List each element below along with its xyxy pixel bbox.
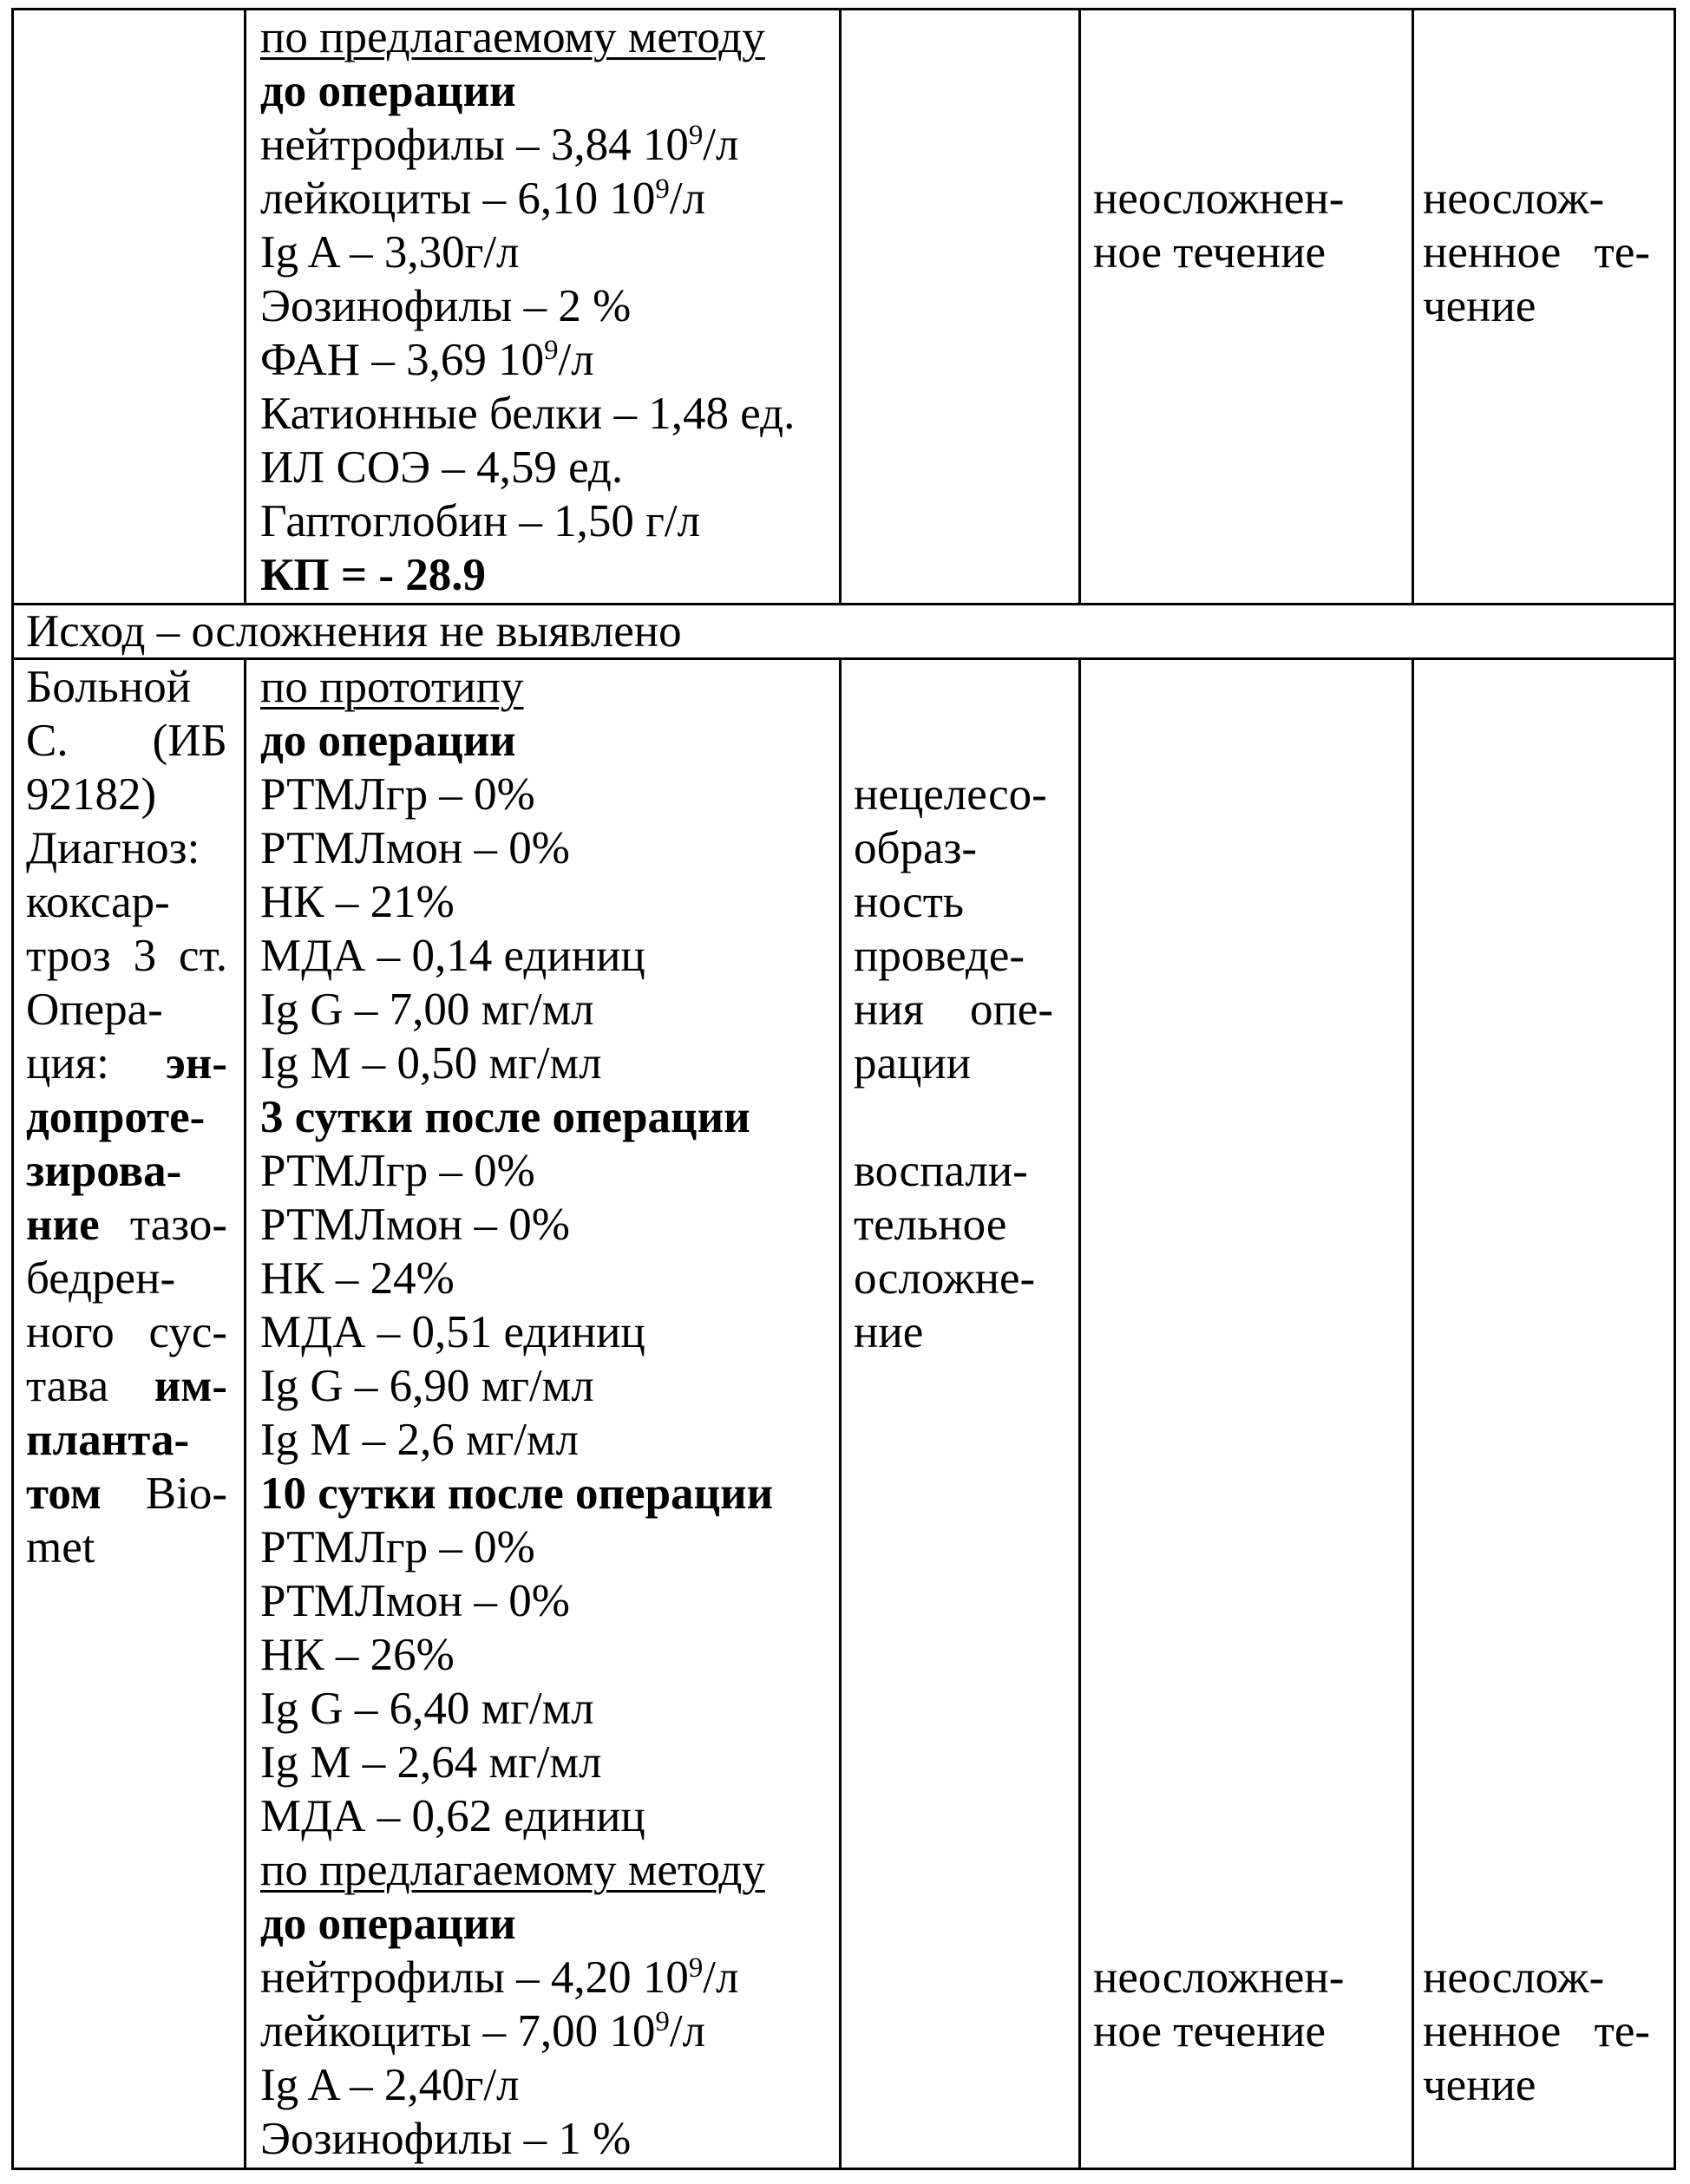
- text-line: [260, 1413, 833, 1467]
- line-text: Диагноз:: [26, 823, 200, 873]
- text-line: [260, 1198, 833, 1252]
- line-text: ное течение: [1093, 2006, 1326, 2056]
- text-line: [260, 1359, 833, 1413]
- column-divider: [839, 657, 842, 2170]
- text-line: [260, 1843, 833, 1897]
- text-line: [260, 333, 833, 387]
- line-text: по предлагаемому методу: [260, 12, 765, 62]
- line-text: ность: [854, 877, 964, 927]
- line-text: до операции: [260, 716, 516, 766]
- line-text: Гаптоглобин – 1,50 г/л: [260, 496, 700, 546]
- line-text: РТМЛгр – 0%: [260, 1146, 535, 1196]
- text-line: [26, 1036, 227, 1090]
- text-line: [26, 1090, 227, 1144]
- text-line: [1423, 2058, 1650, 2112]
- text-line: [26, 768, 227, 821]
- text-line: [26, 714, 227, 768]
- line-text: Опера-: [26, 984, 163, 1035]
- line-text: Ig G – 6,90 мг/мл: [260, 1361, 594, 1411]
- line-text: ненное те-: [1423, 227, 1650, 278]
- text-line: [26, 1305, 227, 1359]
- column-divider: [244, 8, 246, 605]
- text-line: [1423, 226, 1650, 279]
- text-line: [26, 1252, 227, 1305]
- line-text: 92182): [26, 769, 156, 820]
- line-text: воспали-: [854, 1146, 1028, 1196]
- text-line: [260, 1036, 833, 1090]
- column-divider: [1078, 657, 1081, 2170]
- text-line: [1423, 2004, 1650, 2058]
- column-divider: [244, 657, 246, 2170]
- line-text: /л: [670, 173, 705, 224]
- text-line: [1423, 172, 1650, 226]
- line-text: ное течение: [1093, 227, 1326, 278]
- line-text: ненное те-: [1423, 2006, 1650, 2056]
- line-text: тазо-: [100, 1200, 227, 1250]
- text-line: [260, 172, 833, 226]
- line-text: образ-: [854, 823, 977, 873]
- text-line: [854, 929, 1053, 983]
- line-text: Катионные белки – 1,48 ед.: [260, 389, 795, 439]
- text-line: [26, 1520, 227, 1574]
- line-text: Эозинофилы – 2 %: [260, 281, 631, 331]
- line-text: коксар-: [26, 877, 170, 927]
- line-text: тава: [26, 1361, 154, 1411]
- text-line: [26, 1198, 227, 1252]
- line-text: РТМЛгр – 0%: [260, 769, 535, 820]
- line-text: нейтрофилы – 4,20 10: [260, 1952, 689, 2003]
- text-line: [260, 10, 833, 64]
- text-line: [1093, 172, 1405, 226]
- line-text: Больной: [26, 662, 191, 712]
- text-line: [260, 768, 833, 821]
- column-divider: [1412, 657, 1414, 2170]
- line-text: неосложнен-: [1093, 1952, 1344, 2003]
- text-line: [854, 1036, 1053, 1090]
- line-text: ние: [26, 1200, 100, 1250]
- text-line: [260, 1789, 833, 1843]
- line-text: ция:: [26, 1038, 166, 1089]
- text-line: [26, 983, 227, 1036]
- line-text: 3 сутки после операции: [260, 1092, 750, 1142]
- line-text: /л: [703, 1952, 738, 2003]
- patient-cell: [26, 660, 227, 1574]
- line-text: НК – 26%: [260, 1630, 455, 1680]
- outcome-row: Исход – осложнения не выявлено: [26, 605, 1657, 657]
- text-line: [1423, 1951, 1650, 2004]
- text-line: [1093, 226, 1405, 279]
- text-line: [260, 494, 833, 548]
- text-line: [854, 875, 1053, 929]
- text-line: [1093, 2004, 1405, 2058]
- text-line: [26, 821, 227, 875]
- line-text: допроте-: [26, 1092, 205, 1142]
- line-text: 10 сутки после операции: [260, 1468, 773, 1519]
- line-text: том: [26, 1468, 102, 1519]
- line-text: Ig M – 2,6 мг/мл: [260, 1415, 579, 1465]
- superscript-text: 9: [655, 173, 669, 205]
- column-divider: [1078, 8, 1081, 605]
- text-line: [260, 118, 833, 172]
- line-text: чение: [1423, 2060, 1536, 2110]
- line-text: зирова-: [26, 1146, 181, 1196]
- text-line: [260, 2112, 833, 2166]
- line-text: тельное: [854, 1200, 1006, 1250]
- line-text: /л: [559, 335, 594, 385]
- line-text: Ig M – 0,50 мг/мл: [260, 1038, 602, 1089]
- line-text: по предлагаемому методу: [260, 1845, 765, 1895]
- text-line: [26, 929, 227, 983]
- text-line: [854, 1144, 1053, 1198]
- text-line: [26, 1144, 227, 1198]
- text-line: [260, 226, 833, 279]
- late-course-cell: [1423, 1951, 1650, 2112]
- line-text: МДА – 0,14 единиц: [260, 931, 645, 981]
- method-results-cell: [260, 10, 833, 602]
- line-text: /л: [670, 2006, 705, 2056]
- line-text: НК – 24%: [260, 1253, 455, 1304]
- text-line: [260, 441, 833, 494]
- line-text: лейкоциты – 7,00 10: [260, 2006, 655, 2056]
- line-text: эн-: [166, 1038, 227, 1089]
- line-text: нецелесо-: [854, 769, 1047, 820]
- text-line: [854, 983, 1053, 1036]
- text-line: [260, 714, 833, 768]
- text-line: [260, 279, 833, 333]
- line-text: ФАН – 3,69 10: [260, 335, 544, 385]
- line-text: ние: [854, 1307, 923, 1357]
- line-text: им-: [154, 1361, 227, 1411]
- text-line: [260, 1628, 833, 1682]
- line-text: Ig G – 7,00 мг/мл: [260, 984, 594, 1035]
- line-text: троз 3 ст.: [26, 931, 227, 981]
- text-line: [1093, 1951, 1405, 2004]
- text-line: [260, 548, 833, 602]
- text-line: [854, 1305, 1053, 1359]
- line-text: ния опе-: [854, 984, 1053, 1035]
- line-text: met: [26, 1522, 95, 1573]
- line-text: чение: [1423, 281, 1536, 331]
- text-line: [260, 387, 833, 441]
- line-text: КП = - 28.9: [260, 550, 486, 600]
- text-line: [260, 1682, 833, 1736]
- line-text: Ig M – 2,64 мг/мл: [260, 1737, 602, 1788]
- text-line: [260, 875, 833, 929]
- line-text: неослож-: [1423, 173, 1604, 224]
- line-text: рации: [854, 1038, 971, 1089]
- line-text: /л: [703, 120, 738, 170]
- line-text: до операции: [260, 1899, 516, 1949]
- line-text: РТМЛгр – 0%: [260, 1522, 535, 1573]
- line-text: ИЛ СОЭ – 4,59 ед.: [260, 442, 623, 493]
- method-results-cell: [260, 660, 833, 2166]
- line-text: неослож-: [1423, 1952, 1604, 2003]
- conclusion-cell-prototype: [854, 768, 1053, 1090]
- conclusion-cell-complication: [854, 1144, 1053, 1359]
- line-text: ного сус-: [26, 1307, 227, 1357]
- text-line: [260, 929, 833, 983]
- text-line: [260, 1574, 833, 1628]
- column-divider: [1412, 8, 1414, 605]
- text-line: [260, 1897, 833, 1951]
- text-line: [854, 768, 1053, 821]
- line-text: РТМЛмон – 0%: [260, 1200, 570, 1250]
- line-text: МДА – 0,51 единиц: [260, 1307, 645, 1357]
- line-text: нейтрофилы – 3,84 10: [260, 120, 689, 170]
- text-line: [260, 1144, 833, 1198]
- text-line: [260, 660, 833, 714]
- superscript-text: 9: [544, 335, 558, 366]
- column-divider: [839, 8, 842, 605]
- text-line: [260, 1951, 833, 2004]
- line-text: Bio-: [102, 1468, 227, 1519]
- text-line: [260, 2004, 833, 2058]
- late-course-cell: [1423, 172, 1650, 333]
- text-line: [260, 1467, 833, 1520]
- line-text: планта-: [26, 1415, 189, 1465]
- text-line: [26, 875, 227, 929]
- line-text: РТМЛмон – 0%: [260, 823, 570, 873]
- text-line: [854, 1252, 1053, 1305]
- text-line: [1423, 279, 1650, 333]
- superscript-text: 9: [689, 120, 703, 151]
- line-text: осложне-: [854, 1253, 1035, 1304]
- text-line: [26, 1359, 227, 1413]
- text-line: [260, 1520, 833, 1574]
- line-text: НК – 21%: [260, 877, 455, 927]
- text-line: [260, 1736, 833, 1789]
- text-line: [260, 64, 833, 118]
- superscript-text: 9: [689, 1952, 703, 1984]
- line-text: МДА – 0,62 единиц: [260, 1791, 645, 1841]
- text-line: [854, 821, 1053, 875]
- text-line: [854, 1198, 1053, 1252]
- line-text: РТМЛмон – 0%: [260, 1576, 570, 1626]
- line-text: Эозинофилы – 1 %: [260, 2114, 631, 2164]
- text-line: [260, 1305, 833, 1359]
- line-text: до операции: [260, 66, 516, 116]
- text-line: [260, 1090, 833, 1144]
- line-text: по прототипу: [260, 662, 523, 712]
- line-text: бедрен-: [26, 1253, 175, 1304]
- line-text: лейкоциты – 6,10 10: [260, 173, 655, 224]
- line-text: С. (ИБ: [26, 716, 227, 766]
- line-text: Ig A – 2,40г/л: [260, 2060, 520, 2110]
- text-line: [26, 660, 227, 714]
- line-text: Ig G – 6,40 мг/мл: [260, 1684, 594, 1734]
- line-text: проведе-: [854, 931, 1025, 981]
- line-text: неосложнен-: [1093, 173, 1344, 224]
- text-line: [260, 1252, 833, 1305]
- early-course-cell: [1093, 172, 1405, 279]
- text-line: [260, 983, 833, 1036]
- text-line: [26, 1467, 227, 1520]
- line-text: Ig A – 3,30г/л: [260, 227, 520, 278]
- early-course-cell: [1093, 1951, 1405, 2058]
- text-line: [260, 821, 833, 875]
- text-line: [260, 2058, 833, 2112]
- text-line: [26, 1413, 227, 1467]
- superscript-text: 9: [655, 2006, 669, 2037]
